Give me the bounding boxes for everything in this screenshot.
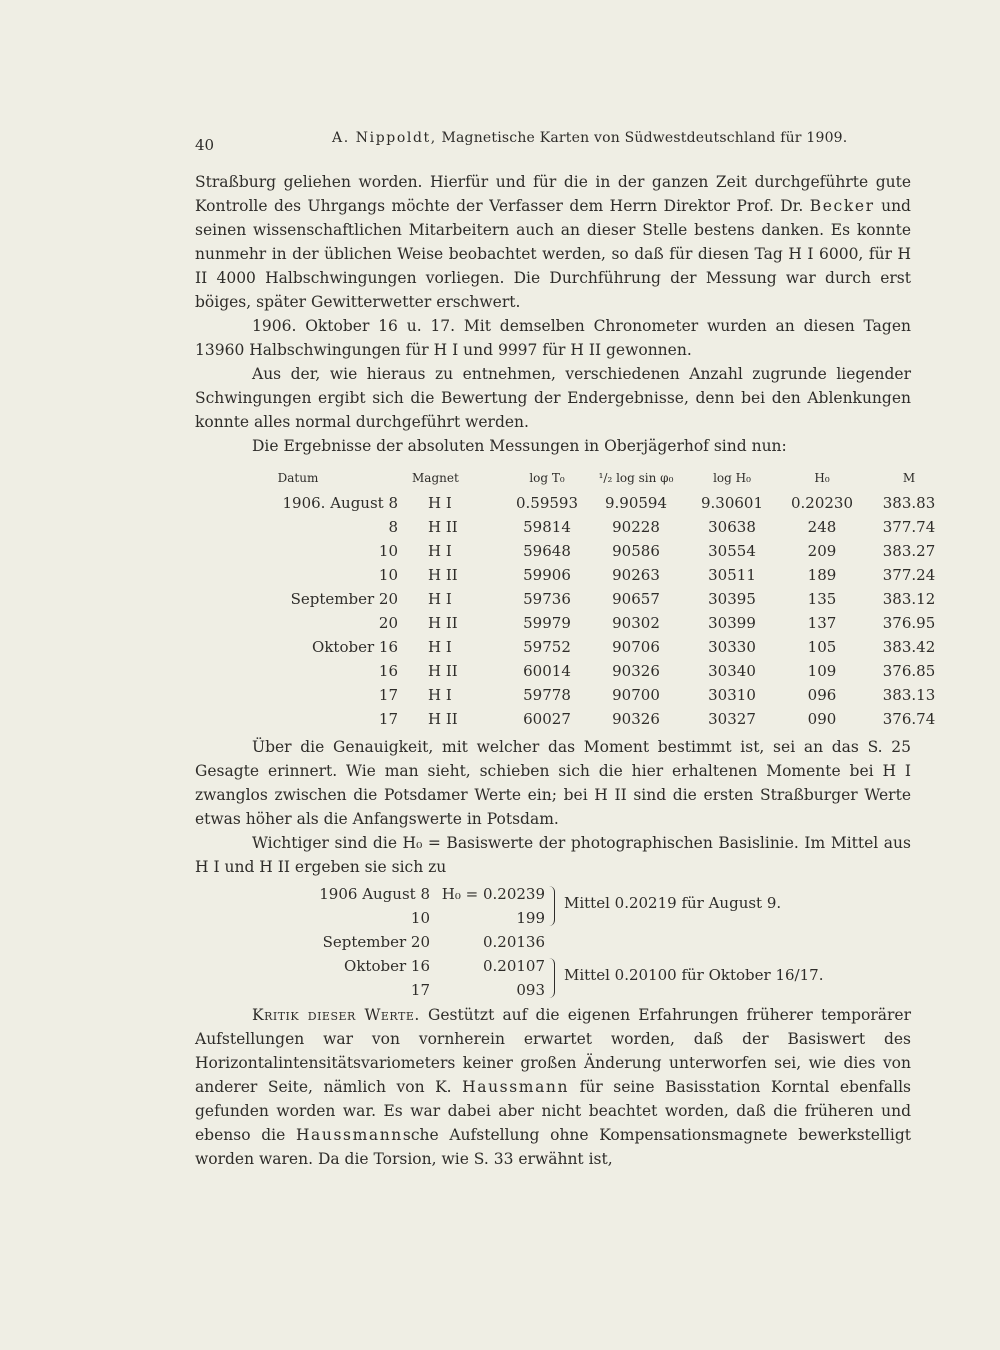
cell-logH: 30395 (708, 590, 756, 608)
h0-date: Oktober 16 (344, 957, 430, 975)
cell-magnet: H I (428, 638, 452, 656)
cell-logH: 30399 (708, 614, 756, 632)
running-header (195, 128, 915, 152)
table-row (230, 659, 952, 683)
cell-logH: 30511 (708, 566, 756, 584)
table-row (230, 491, 952, 515)
cell-logT: 59814 (523, 518, 571, 536)
cell-logT: 59906 (523, 566, 571, 584)
cell-H: 090 (807, 710, 837, 728)
cell-halflogsin: 90586 (612, 542, 660, 560)
cell-date: Oktober 16 (312, 638, 398, 656)
results-table (230, 465, 952, 731)
cell-H: 209 (807, 542, 837, 560)
cell-logT: 60014 (523, 662, 571, 680)
cell-H: 0.20230 (790, 494, 854, 512)
cell-H: 137 (807, 614, 837, 632)
cell-magnet: H I (428, 590, 452, 608)
table-row (230, 635, 952, 659)
cell-logH: 30638 (708, 518, 756, 536)
paragraph-1 (195, 170, 911, 314)
cell-date: 17 (378, 686, 398, 704)
cell-magnet: H II (428, 662, 458, 680)
cell-logT: 59736 (523, 590, 571, 608)
author-name: A. Nippoldt, (332, 130, 437, 146)
cell-logH: 30330 (708, 638, 756, 656)
table-row (230, 563, 952, 587)
col-header-halflogsin: ¹/₂ log sin φ₀ (598, 471, 674, 485)
paragraph-5: Über die Genauigkeit, mit welcher das Moment bestimmt ist, sei an das S. 25 Gesagte erinnert. Wie man sieht, schieben sich die hier erhaltenen Momente bei H I zwanglos zwischen die Potsdamer Werte ein; bei H II sind die ersten Straßburger Werte etwas höher als die Anfangswerte in Potsdam. (195, 738, 911, 828)
h0-value: 093 (516, 981, 545, 999)
cell-logT: 59778 (523, 686, 571, 704)
running-title (332, 130, 847, 146)
paragraph-7-text-c: sche Aufstellung ohne Kompensationsmagnete bewerkstelligt worden waren. Da die Torsion, wie S. 33 erwähnt ist, (195, 1126, 911, 1168)
cell-M: 376.85 (882, 662, 936, 680)
cell-date: September 20 (290, 590, 398, 608)
cell-H: 096 (807, 686, 837, 704)
cell-magnet: H II (428, 566, 458, 584)
h0-value: H₀ = 0.20239 (441, 885, 545, 903)
paragraph-2: 1906. Oktober 16 u. 17. Mit demselben Chronometer wurden an diesen Tagen 13960 Halbschwingungen für H I und 9997 für H II gewonnen. (195, 317, 911, 359)
cell-magnet: H II (428, 710, 458, 728)
cell-date: 20 (378, 614, 398, 632)
brace-oktober (546, 958, 555, 998)
cell-logT: 60027 (523, 710, 571, 728)
cell-logT: 0.59593 (515, 494, 579, 512)
mittel-august: Mittel 0.20219 für August 9. (564, 894, 782, 912)
h0-date: 10 (410, 909, 430, 927)
cell-halflogsin: 90228 (612, 518, 660, 536)
cell-M: 383.27 (882, 542, 936, 560)
cell-M: 383.12 (882, 590, 936, 608)
cell-H: 109 (807, 662, 837, 680)
table-row (230, 587, 952, 611)
cell-halflogsin: 90657 (612, 590, 660, 608)
cell-H: 189 (807, 566, 837, 584)
table-row (230, 683, 952, 707)
cell-magnet: H I (428, 494, 452, 512)
cell-magnet: H I (428, 686, 452, 704)
cell-date: 17 (378, 710, 398, 728)
table-row (230, 611, 952, 635)
cell-halflogsin: 90326 (612, 710, 660, 728)
person-name-haussmann: Haussmann (462, 1078, 570, 1096)
person-name-haussmann: Haussmann (295, 1126, 403, 1144)
cell-halflogsin: 90326 (612, 662, 660, 680)
cell-logT: 59648 (523, 542, 571, 560)
cell-M: 376.74 (882, 710, 936, 728)
person-name-becker: Becker (809, 197, 875, 215)
col-header-datum: Datum (277, 471, 319, 485)
cell-logH: 30554 (708, 542, 756, 560)
paragraph-3: Aus der, wie hieraus zu entnehmen, verschiedenen Anzahl zugrunde liegender Schwingungen ergibt sich die Bewertung der Endergebnisse, denn bei den Ablenkungen konnte alles normal durchgeführt werden. (195, 365, 911, 431)
cell-H: 135 (807, 590, 837, 608)
cell-halflogsin: 90263 (612, 566, 660, 584)
table-row (230, 707, 952, 731)
cell-date: 1906. August 8 (282, 494, 398, 512)
cell-logH: 30310 (708, 686, 756, 704)
paragraph-7 (195, 1003, 911, 1171)
h0-date: 17 (410, 981, 430, 999)
cell-M: 383.13 (882, 686, 936, 704)
cell-logT: 59979 (523, 614, 571, 632)
paragraph-7-text-b: für seine Basisstation Korntal ebenfalls gefunden worden war. Es war dabei aber nicht beachtet worden, daß die früheren und ebenso die (195, 1078, 911, 1144)
cell-date: 8 (388, 518, 398, 536)
col-header-H: H₀ (814, 471, 830, 485)
cell-M: 376.95 (882, 614, 936, 632)
table-row (230, 515, 952, 539)
h0-date: 1906 August 8 (319, 885, 430, 903)
cell-magnet: H II (428, 614, 458, 632)
col-header-logT: log T₀ (529, 471, 565, 485)
cell-M: 383.42 (882, 638, 936, 656)
cell-logH: 9.30601 (700, 494, 764, 512)
page-number: 40 (195, 136, 215, 154)
cell-H: 105 (807, 638, 837, 656)
paragraph-1-text-b: und seinen wissenschaftlichen Mitarbeitern auch an dieser Stelle bestens danken. Es konnte nunmehr in der üblichen Weise beobachtet werden, so daß für diesen Tag H I 6000, für H II 4000 Halbschwingungen vorliegen. Die Durchführung der Messung war durch erst böiges, später Gewitterwetter erschwert. (195, 197, 911, 311)
brace-august (546, 886, 555, 926)
cell-halflogsin: 90706 (612, 638, 660, 656)
col-header-logH: log H₀ (713, 471, 751, 485)
mittel-oktober: Mittel 0.20100 für Oktober 16/17. (564, 966, 824, 984)
cell-halflogsin: 9.90594 (604, 494, 668, 512)
paragraph-4: Die Ergebnisse der absoluten Messungen in Oberjägerhof sind nun: (252, 437, 787, 455)
paragraph-7-text-a: Gestützt auf die eigenen Erfahrungen früherer temporärer Aufstellungen war von vornherein erwartet worden, daß der Basiswert des Horizontalintensitätsvariometers keiner großen Änderung unterworfen sei, wie dies von anderer Seite, nämlich von K. (195, 1006, 911, 1096)
table-header-row (230, 465, 952, 491)
h0-value: 0.20107 (482, 957, 545, 975)
table-row (230, 539, 952, 563)
cell-magnet: H I (428, 542, 452, 560)
cell-date: 10 (378, 566, 398, 584)
section-heading-kritik: Kritik dieser Werte. (252, 1006, 420, 1024)
cell-M: 377.74 (882, 518, 936, 536)
cell-logH: 30327 (708, 710, 756, 728)
col-header-M: M (902, 471, 916, 485)
col-header-magnet: Magnet (412, 471, 459, 485)
h0-value: 199 (516, 909, 545, 927)
cell-date: 10 (378, 542, 398, 560)
paragraph-6: Wichtiger sind die H₀ = Basiswerte der photographischen Basislinie. Im Mittel aus H I und H II ergeben sie sich zu (195, 834, 911, 876)
cell-M: 383.83 (882, 494, 936, 512)
h0-value: 0.20136 (482, 933, 545, 951)
cell-date: 16 (378, 662, 398, 680)
cell-halflogsin: 90302 (612, 614, 660, 632)
cell-M: 377.24 (882, 566, 936, 584)
cell-magnet: H II (428, 518, 458, 536)
h0-date: September 20 (322, 933, 430, 951)
cell-logT: 59752 (523, 638, 571, 656)
paragraph-1-text-a: Straßburg geliehen worden. Hierfür und für die in der ganzen Zeit durchgeführte gute Kontrolle des Uhrgangs möchte der Verfasser dem Herrn Direktor Prof. Dr. (195, 173, 911, 215)
cell-logH: 30340 (708, 662, 756, 680)
cell-H: 248 (807, 518, 837, 536)
book-title: Magnetische Karten von Südwestdeutschland für 1909. (441, 130, 848, 146)
cell-halflogsin: 90700 (612, 686, 660, 704)
